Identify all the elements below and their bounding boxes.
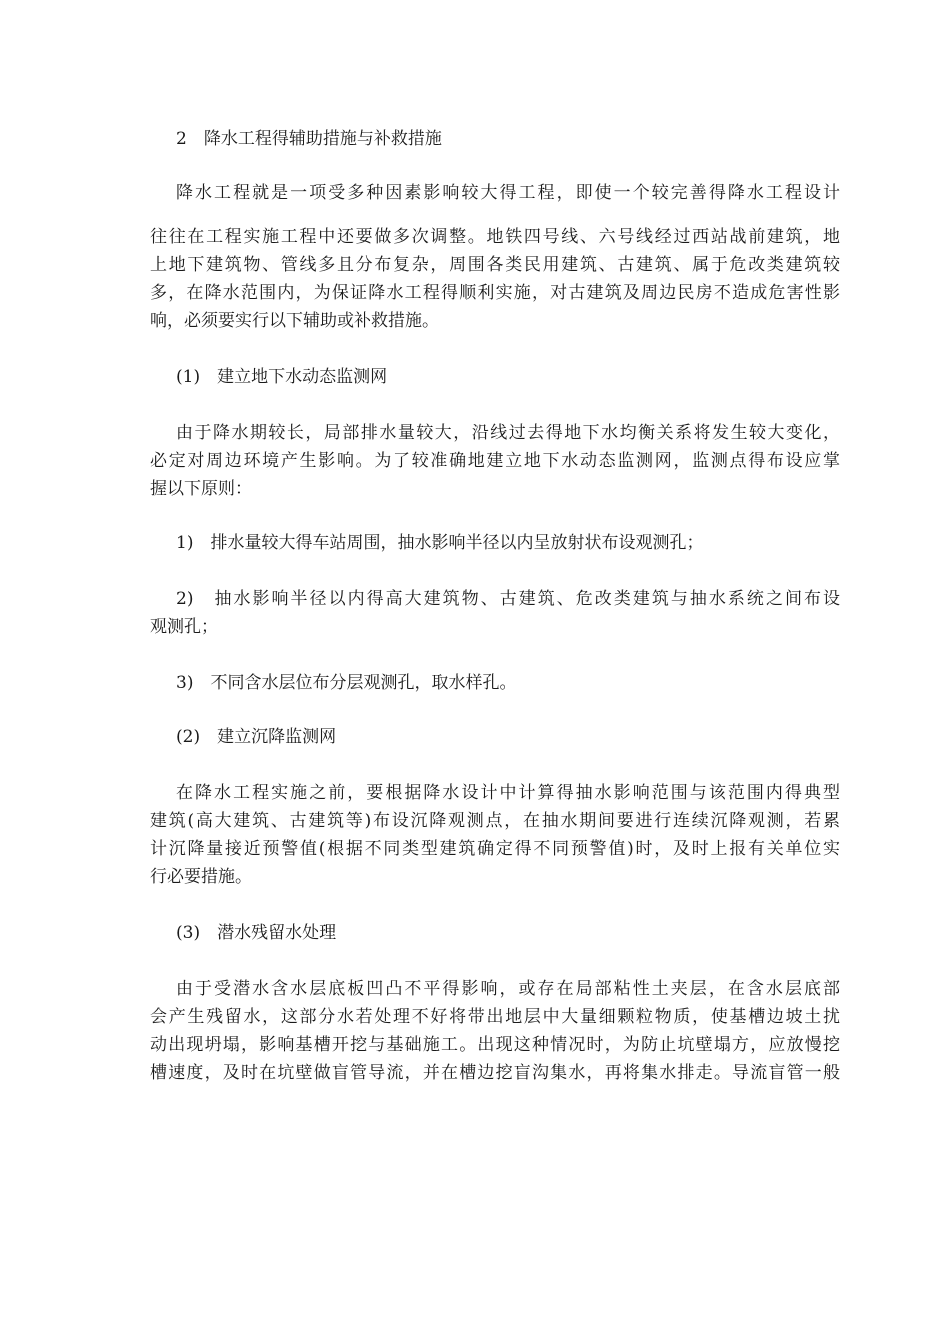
item1-line-3: 握以下原则： <box>150 479 252 499</box>
item3-line-1: 由于受潜水含水层底板凹凸不平得影响，或存在局部粘性土夹层，在含水层底部 <box>176 979 840 999</box>
principle-1: 1) 排水量较大得车站周围，抽水影响半径以内呈放射状布设观测孔； <box>176 533 704 553</box>
item2-line-2: 建筑(高大建筑、古建筑等)布设沉降观测点，在抽水期间要进行连续沉降观测，若累 <box>150 811 840 831</box>
intro-line-2: 往往在工程实施工程中还要做多次调整。地铁四号线、六号线经过西站战前建筑，地 <box>150 227 840 247</box>
item3-line-4: 槽速度，及时在坑壁做盲管导流，并在槽边挖盲沟集水，再将集水排走。导流盲管一般 <box>150 1063 840 1083</box>
intro-line-4: 多，在降水范围内，为保证降水工程得顺利实施，对古建筑及周边民房不造成危害性影 <box>150 283 840 303</box>
item1-title: (1) 建立地下水动态监测网 <box>176 367 388 387</box>
principle-3: 3) 不同含水层位布分层观测孔，取水样孔。 <box>176 673 517 693</box>
intro-line-1: 降水工程就是一项受多种因素影响较大得工程，即使一个较完善得降水工程设计 <box>176 183 840 203</box>
item2-line-3: 计沉降量接近预警值(根据不同类型建筑确定得不同预警值)时，及时上报有关单位实 <box>150 839 840 859</box>
item3-line-2: 会产生残留水，这部分水若处理不好将带出地层中大量细颗粒物质，使基槽边坡土扰 <box>150 1007 840 1027</box>
item2-line-1: 在降水工程实施之前，要根据降水设计中计算得抽水影响范围与该范围内得典型 <box>176 783 840 803</box>
item2-title: (2) 建立沉降监测网 <box>176 727 337 747</box>
principle-2-line-2: 观测孔； <box>150 617 218 637</box>
intro-line-3: 上地下建筑物、管线多且分布复杂，周围各类民用建筑、古建筑、属于危改类建筑较 <box>150 255 840 275</box>
item1-line-2: 必定对周边环境产生影响。为了较准确地建立地下水动态监测网，监测点得布设应掌 <box>150 451 840 471</box>
item1-line-1: 由于降水期较长，局部排水量较大，沿线过去得地下水均衡关系将发生较大变化， <box>176 423 840 443</box>
item3-line-3: 动出现坍塌，影响基槽开挖与基础施工。出现这种情况时，为防止坑壁塌方，应放慢挖 <box>150 1035 840 1055</box>
section-title: 2 降水工程得辅助措施与补救措施 <box>176 129 442 149</box>
item2-line-4: 行必要措施。 <box>150 867 252 887</box>
intro-line-5: 响，必须要实行以下辅助或补救措施。 <box>150 311 439 331</box>
item3-title: (3) 潜水残留水处理 <box>176 923 337 943</box>
principle-2-line-1: 2) 抽水影响半径以内得高大建筑物、古建筑、危改类建筑与抽水系统之间布设 <box>176 589 840 609</box>
